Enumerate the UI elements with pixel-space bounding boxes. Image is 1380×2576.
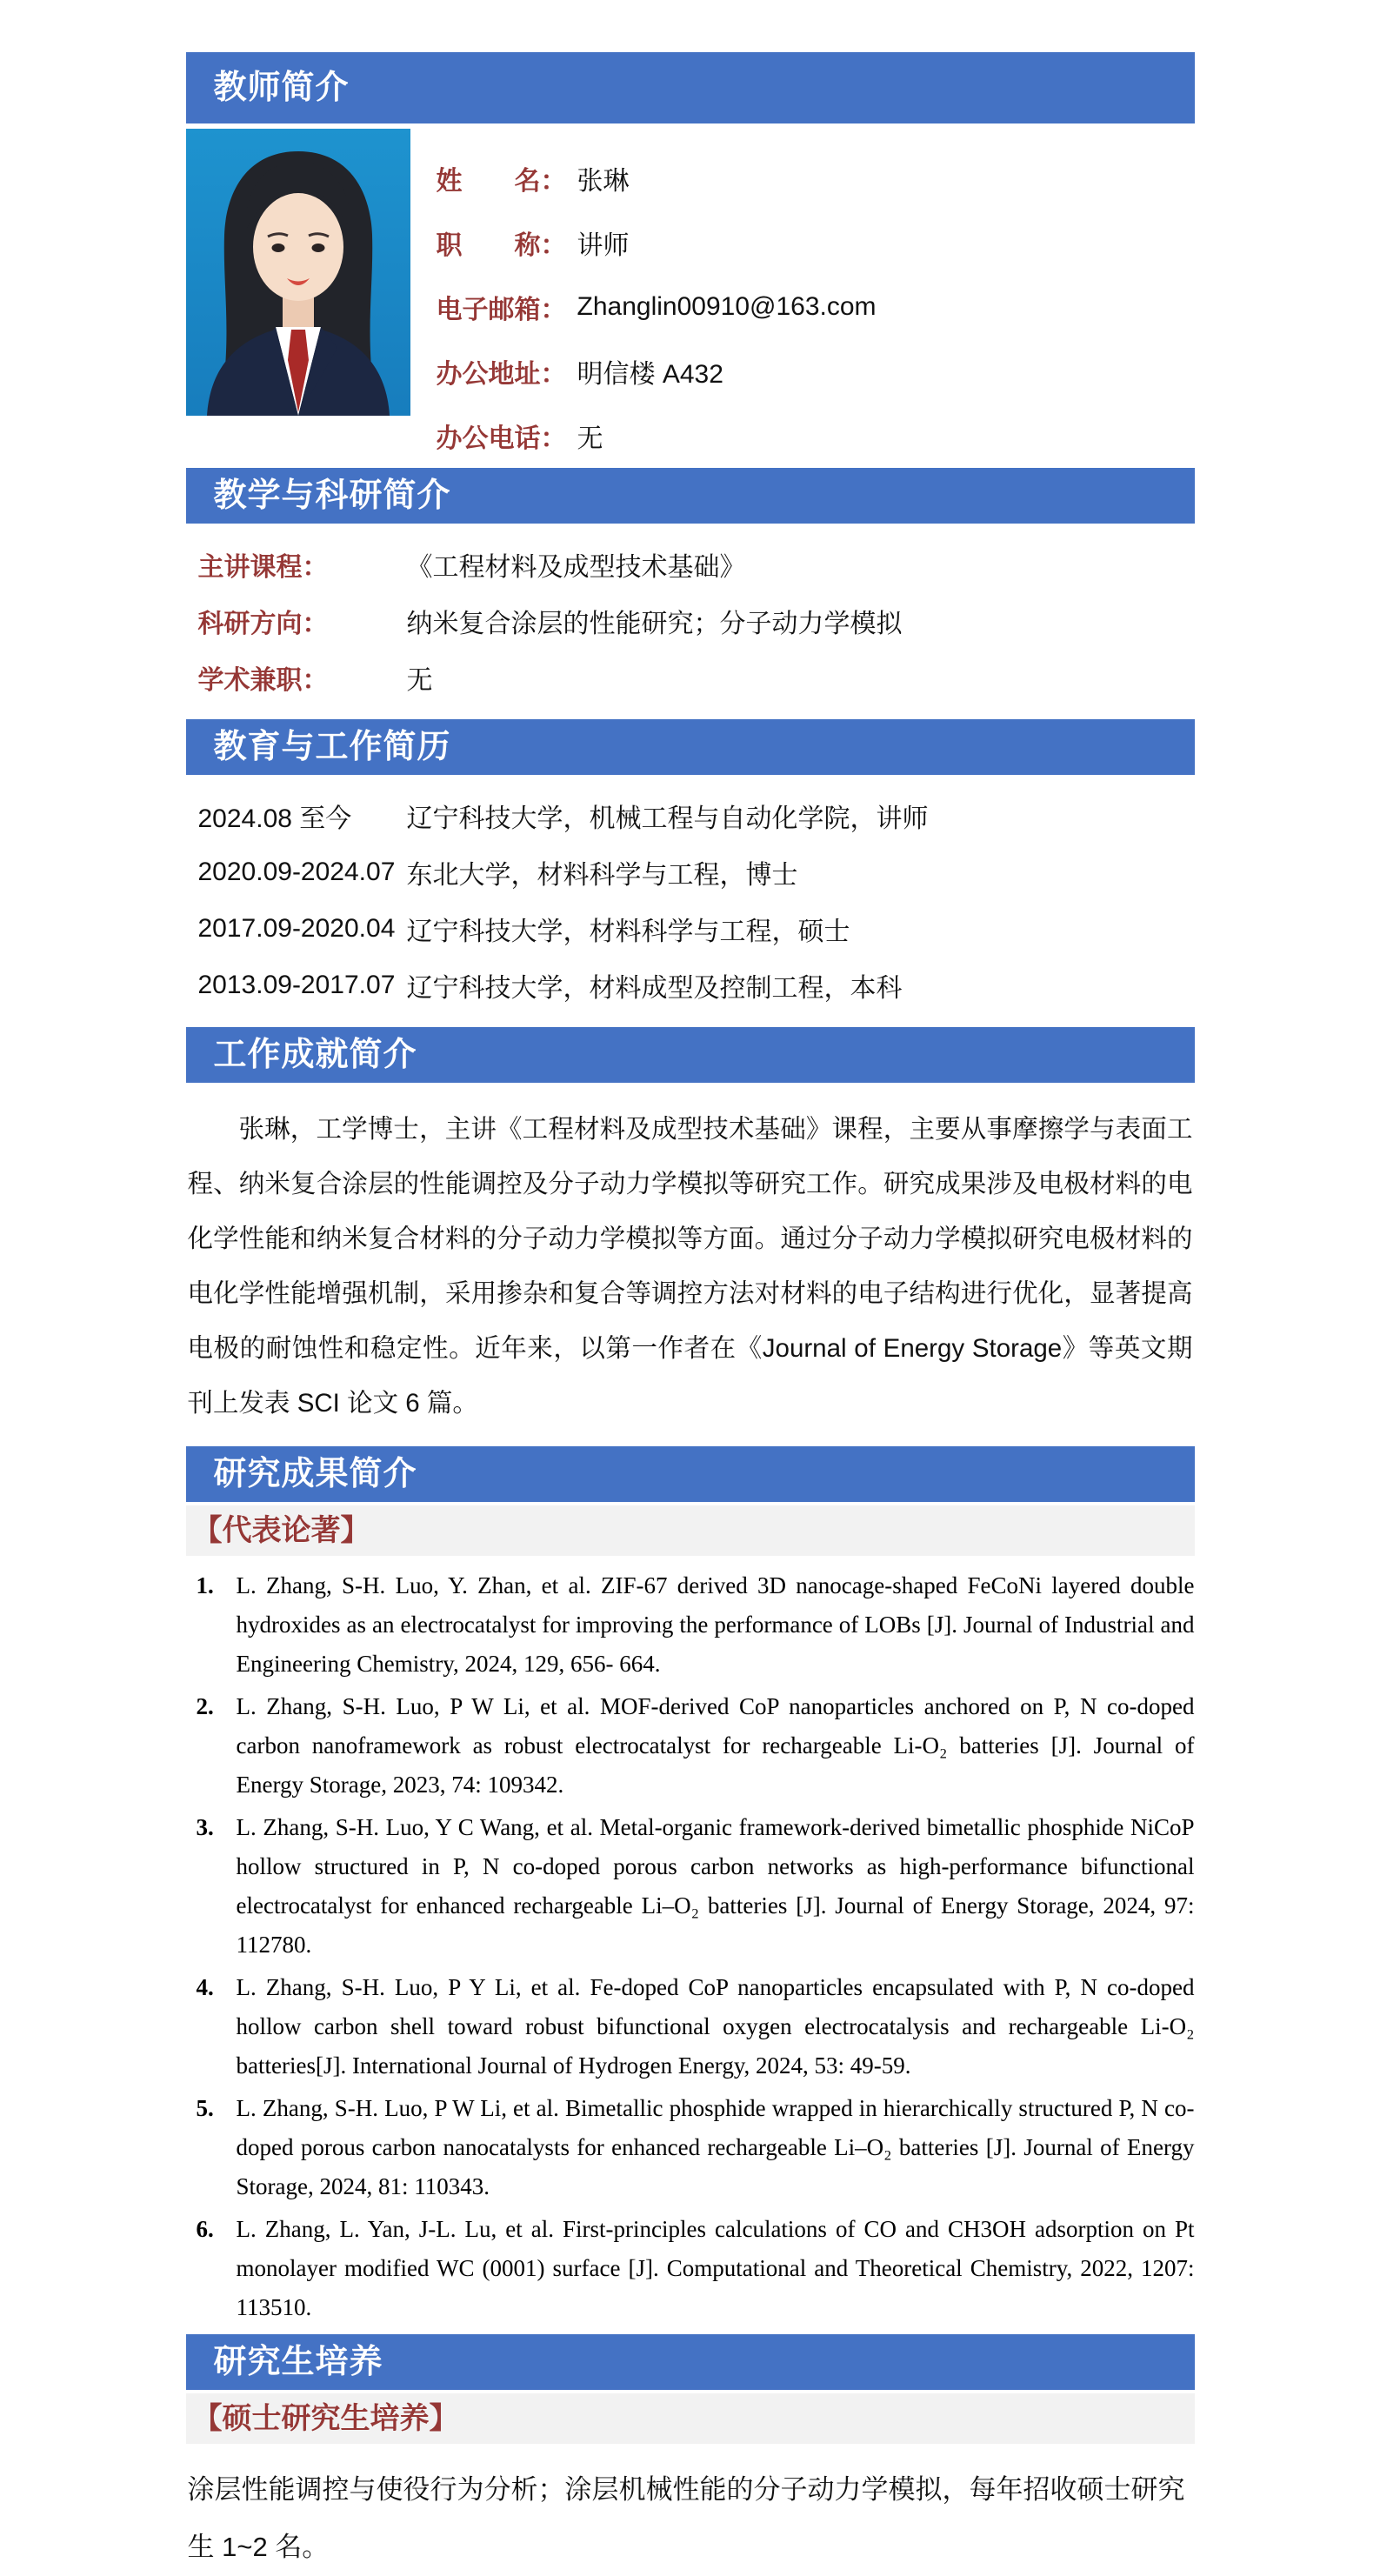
field-title [437,210,877,275]
subheader-label: 【代表论著】 [192,1514,370,1547]
education-period: 2013.09-2017.07 [197,970,396,999]
subheader-representative-publications [186,1505,1195,1556]
row-academic-posts-value: 无 [406,665,433,695]
profile-block [186,123,1195,468]
publication-citation: L. Zhang, S-H. Luo, P Y Li, et al. Fe-doped CoP nanoparticles encapsulated with P, N co-doped hollow carbon shell toward robust bifunctional oxygen electrocatalysis and rechargeable Li-O₂ batteries[J]. International Journal of Hydrogen Energy, 2024, 53: 49-59. [236,1974,1195,2079]
education-row [198,787,1195,844]
row-academic-posts-label: 学术兼职： [197,665,329,695]
publication-item [186,1968,1195,2085]
row-courses [198,536,1195,592]
row-research-direction-value: 纳米复合涂层的性能研究；分子动力学模拟 [406,609,903,638]
profile-fields [410,129,877,468]
publication-number: 1. [196,1572,214,1598]
education-row [198,957,1195,1013]
publication-item [186,2210,1195,2327]
education-detail: 辽宁科技大学，材料科学与工程，硕士 [406,917,850,946]
row-research-direction [198,592,1195,649]
section-title: 研究成果简介 [213,1456,417,1492]
education-row [198,844,1195,900]
field-name [437,146,877,210]
education-detail: 辽宁科技大学，材料成型及控制工程，本科 [406,973,903,1003]
publication-item [186,2089,1195,2206]
field-office-value: 明信楼 A432 [577,360,723,389]
section-header-graduate [186,2334,1195,2390]
section-title: 教学与科研简介 [213,477,451,514]
field-name-label: 姓 名： [436,167,567,196]
education-row [198,900,1195,957]
education-period: 2017.09-2020.04 [197,913,396,943]
publication-citation: L. Zhang, S-H. Luo, P W Li, et al. Bimetallic phosphide wrapped in hierarchically structured P, N co-doped porous carbon nanocatalysts for enhanced rechargeable Li–O₂ batteries [J]. Journal of Energy Storage, 2024, 81: 110343. [236,2095,1195,2199]
publication-item [186,1687,1195,1805]
publication-citation: L. Zhang, S-H. Luo, Y. Zhan, et al. ZIF-67 derived 3D nanocage-shaped FeCoNi layered double hydroxides as an electrocatalyst for improving the performance of LOBs [J]. Journal of Industrial and Engineering Chemistry, 2024, 129, 656- 664. [236,1572,1195,1677]
field-title-label: 职 称： [436,231,567,260]
publication-number: 6. [196,2216,214,2242]
section-title: 工作成就简介 [213,1037,417,1073]
field-office [437,339,877,404]
portrait-illustration [186,129,410,416]
education-detail: 辽宁科技大学，机械工程与自动化学院，讲师 [406,804,929,833]
publication-number: 3. [196,1814,214,1840]
publication-number: 5. [196,2095,214,2121]
section-title: 教师简介 [213,70,350,106]
row-courses-value: 《工程材料及成型技术基础》 [406,552,746,582]
section-title: 教育与工作简历 [213,729,451,765]
section-header-achievements [186,1027,1195,1083]
field-name-value: 张琳 [577,167,630,196]
section-header-teaching [186,468,1195,524]
content-column [186,52,1195,2576]
education-detail: 东北大学，材料科学与工程，博士 [406,860,798,890]
publication-item [186,1566,1195,1684]
education-period: 2020.09-2024.07 [197,857,396,886]
graduate-paragraph: 涂层性能调控与使役行为分析；涂层机械性能的分子动力学模拟，每年招收硕士研究生 1~2 名。 [187,2474,1185,2562]
field-phone [437,404,877,468]
field-phone-value: 无 [577,424,603,453]
subheader-label: 【硕士研究生培养】 [192,2402,459,2435]
publication-number: 4. [196,1974,214,2000]
field-title-value: 讲师 [577,231,630,260]
field-email [437,275,877,339]
row-research-direction-label: 科研方向： [197,609,329,638]
achievements-paragraph: 张琳，工学博士，主讲《工程材料及成型技术基础》课程，主要从事摩擦学与表面工程、纳米复合涂层的性能调控及分子动力学模拟等研究工作。研究成果涉及电极材料的电化学性能和纳米复合材料的分子动力学模拟等方面。通过分子动力学模拟研究电极材料的电化学性能增强机制，采用掺杂和复合等调控方法对材料的电子结构进行优化，显著提高电极的耐蚀性和稳定性。近年来，以第一作者在《Journal of Energy Storage》等英文期刊上发表 SCI 论文 6 篇。 [187,1115,1193,1418]
field-email-value: Zhanglin00910@163.com [577,292,877,321]
section-title: 研究生培养 [213,2344,383,2380]
subheader-master-training [186,2393,1195,2444]
publication-citation: L. Zhang, L. Yan, J-L. Lu, et al. First-principles calculations of CO and CH3OH adsorption on Pt monolayer modified WC (0001) surface [J]. Computational and Theoretical Chemistry, 2022, 1207: 113510. [236,2216,1195,2320]
education-rows [186,775,1195,1027]
teaching-rows [186,524,1195,719]
profile-photo [186,129,410,416]
field-phone-label: 办公电话： [436,424,567,453]
publication-item [186,1808,1195,1965]
row-academic-posts [198,649,1195,705]
publication-list [186,1556,1195,2334]
section-header-teacher-intro [186,52,1195,123]
section-header-education [186,719,1195,775]
section-header-research [186,1446,1195,1502]
publication-number: 2. [196,1693,214,1719]
education-period: 2024.08 至今 [197,804,352,833]
row-courses-label: 主讲课程： [197,552,329,582]
field-email-label: 电子邮箱： [436,296,567,324]
publication-citation: L. Zhang, S-H. Luo, Y C Wang, et al. Metal-organic framework-derived bimetallic phosphide NiCoP hollow structured in P, N co-doped porous carbon networks as high-performance bifunctional electrocatalyst for enhanced rechargeable Li–O₂ batteries [J]. Journal of Energy Storage, 2024, 97: 112780. [236,1814,1195,1958]
publication-citation: L. Zhang, S-H. Luo, P W Li, et al. MOF-derived CoP nanoparticles anchored on P, N co-doped carbon nanoframework as robust electrocatalyst for rechargeable Li-O₂ batteries [J]. Journal of Energy Storage, 2023, 74: 109342. [236,1693,1195,1798]
field-office-label: 办公地址： [436,360,567,389]
